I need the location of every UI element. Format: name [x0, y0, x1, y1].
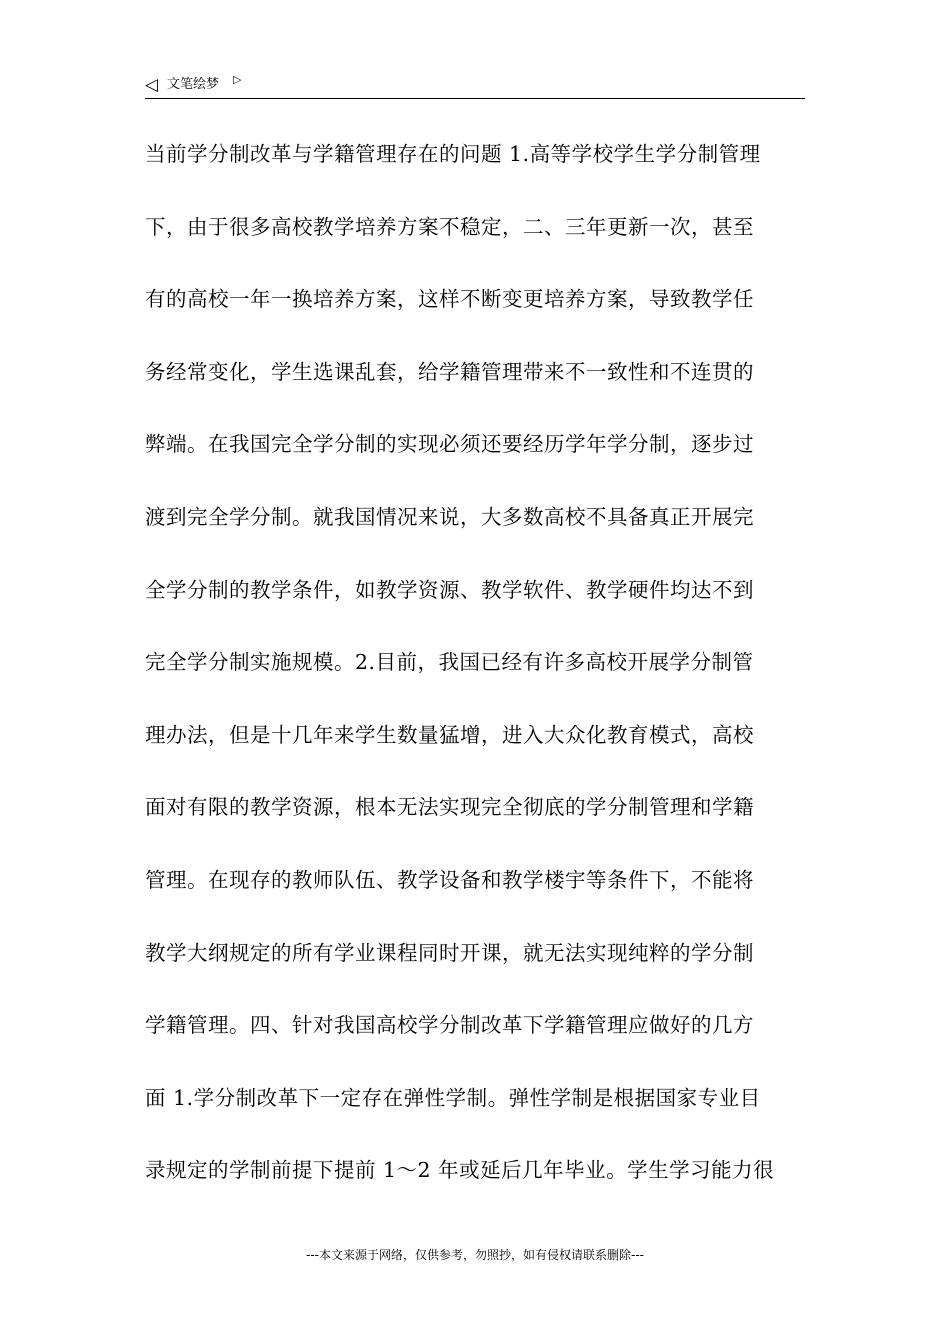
text-line: 面对有限的教学资源，根本无法实现完全彻底的学分制管理和学籍 — [145, 795, 754, 820]
text-line: 弊端。在我国完全学分制的实现必须还要经历学年学分制，逐步过 — [145, 432, 754, 457]
text-line: 学籍管理。四、针对我国高校学分制改革下学籍管理应做好的几方 — [145, 1013, 754, 1038]
text-line: 全学分制的教学条件，如教学资源、教学软件、教学硬件均达不到 — [145, 577, 754, 602]
text-line: 渡到完全学分制。就我国情况来说，大多数高校不具备真正开展完 — [145, 504, 754, 529]
text-line: 教学大纲规定的所有学业课程同时开课，就无法实现纯粹的学分制 — [145, 940, 754, 965]
text-line: 完全学分制实施规模。2.目前，我国已经有许多高校开展学分制管 — [145, 650, 754, 675]
right-triangle-icon: ▷ — [233, 73, 242, 86]
text-line: 当前学分制改革与学籍管理存在的问题 1.高等学校学生学分制管理 — [145, 142, 761, 166]
document-body — [145, 132, 807, 1221]
text-line: 务经常变化，学生选课乱套，给学籍管理带来不一致性和不连贯的 — [145, 359, 754, 384]
brand-name: 文笔绘梦 — [167, 77, 220, 92]
text-line: 录规定的学制前提下提前 1～2 年或延后几年毕业。学生学习能力很 — [145, 1158, 775, 1183]
page-footer: ---本文来源于网络，仅供参考，勿照抄，如有侵权请联系删除--- — [306, 1248, 644, 1262]
page-header — [145, 72, 805, 99]
text-line: 理办法，但是十几年来学生数量猛增，进入大众化教育模式，高校 — [145, 722, 754, 747]
text-line: 面 1.学分制改革下一定存在弹性学制。弹性学制是根据国家专业目 — [145, 1085, 761, 1110]
text-line: 有的高校一年一换培养方案，这样不断变更培养方案，导致教学任 — [145, 287, 754, 312]
text-line: 管理。在现存的教师队伍、教学设备和教学楼宇等条件下，不能将 — [145, 867, 754, 892]
left-triangle-icon: ◁ — [145, 75, 159, 95]
text-line: 下，由于很多高校教学培养方案不稳定，二、三年更新一次，甚至 — [145, 214, 754, 239]
